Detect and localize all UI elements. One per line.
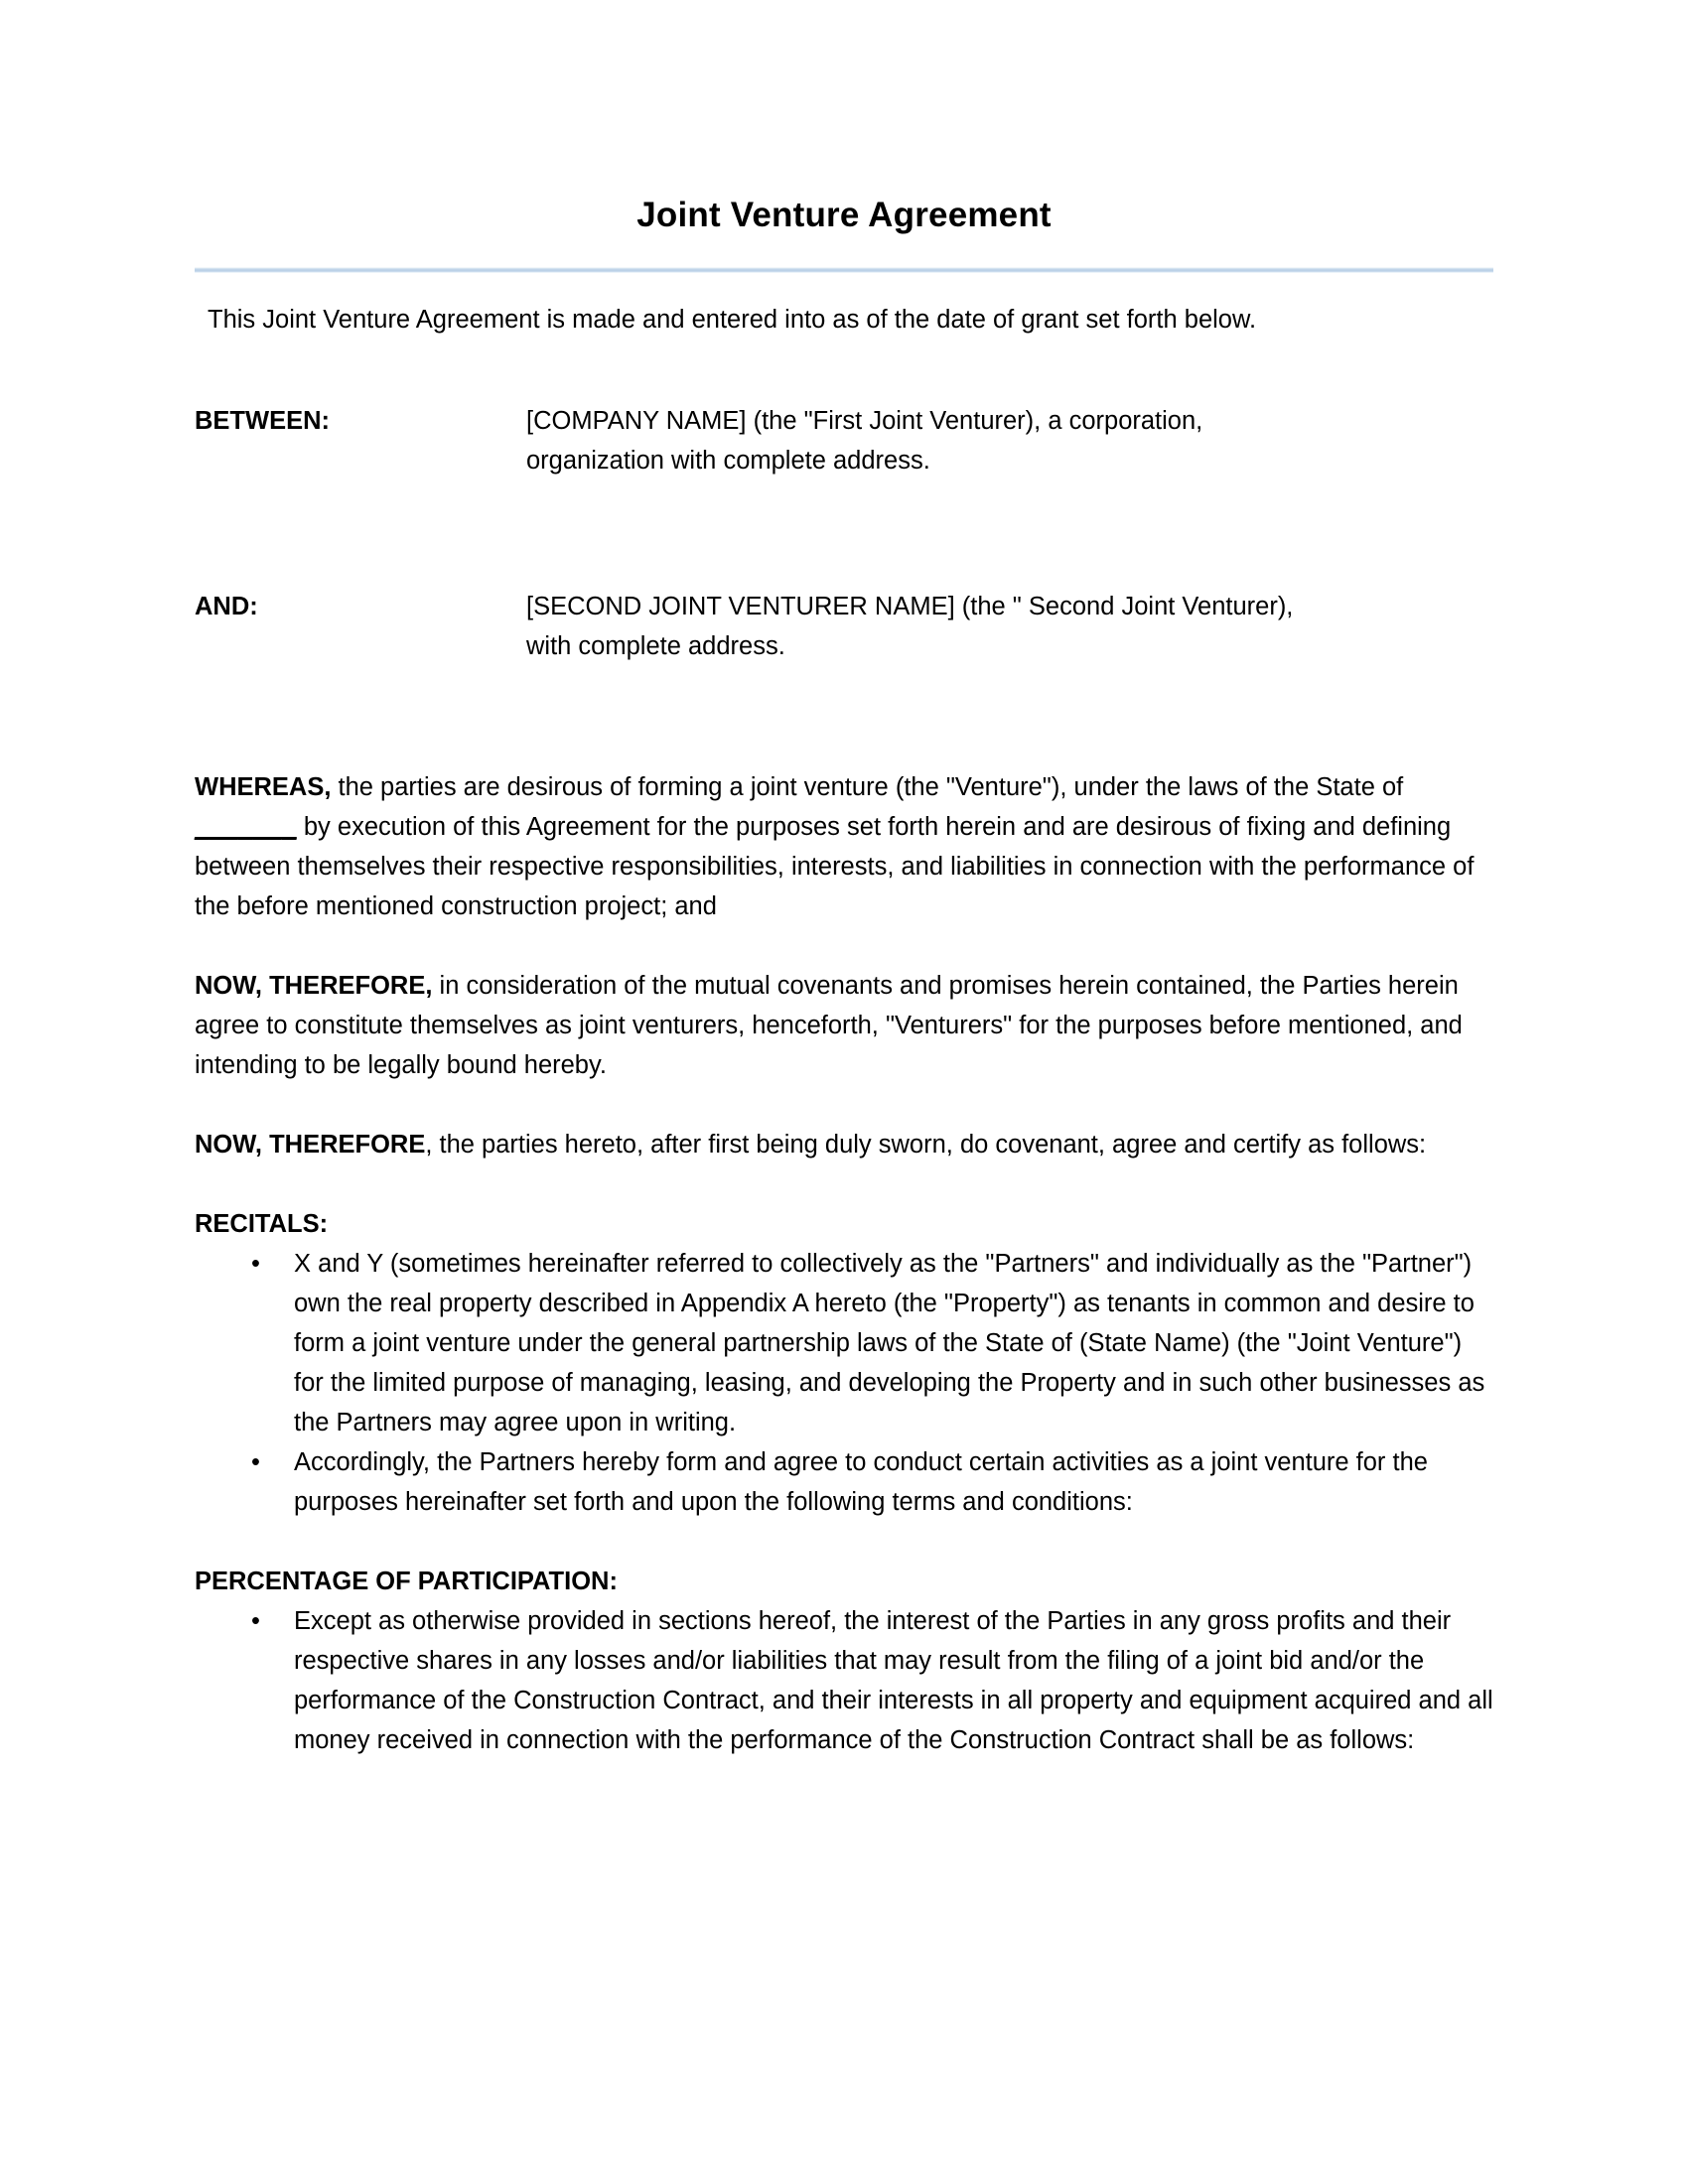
recitals-bullet-list	[195, 1244, 1493, 1522]
list-item	[195, 1601, 1493, 1760]
spacer	[195, 728, 1493, 767]
bullet-icon: •	[251, 1606, 260, 1635]
now-therefore-body-1: in consideration of the mutual covenants and promises herein contained, the Parties herein agree to constitute themselves as joint venturers, henceforth, "Venturers" for the purposes before mentioned, and intending to be legally bound hereby.	[195, 971, 1463, 1079]
title-divider	[195, 267, 1493, 273]
list-item-text: Accordingly, the Partners hereby form and agree to conduct certain activities as a joint venture for the purposes hereinafter set forth and upon the following terms and conditions:	[294, 1447, 1428, 1516]
bullet-icon: •	[251, 1249, 260, 1278]
now-therefore-lead-2: NOW, THEREFORE	[195, 1130, 426, 1159]
spacer	[195, 1164, 1493, 1204]
party-label-and: AND:	[195, 592, 258, 620]
now-therefore-body-2: , the parties hereto, after first being duly sworn, do covenant, agree and certify as follows:	[425, 1130, 1427, 1159]
document-content	[195, 0, 1493, 1760]
bullet-icon: •	[251, 1447, 260, 1476]
now-therefore-paragraph-2	[195, 1125, 1493, 1164]
section-heading-percentage-of-participation: PERCENTAGE OF PARTICIPATION:	[195, 1567, 618, 1595]
percentage-bullet-list	[195, 1601, 1493, 1760]
party-row-and	[195, 587, 1493, 666]
party-row-between	[195, 401, 1493, 480]
list-item-text: X and Y (sometimes hereinafter referred to collectively as the "Partners" and individually as the "Partner") own the real property described in Appendix A hereto (the "Property") as tenants in common and desire to form a joint venture under the general partnership laws of the State of (State Name) (the "Joint Venture") for the limited purpose of managing, leasing, and developing the Property and in such other businesses as the Partners may agree upon in writing.	[294, 1249, 1485, 1436]
spacer	[195, 1085, 1493, 1125]
spacer	[195, 542, 1493, 587]
now-therefore-paragraph-1	[195, 966, 1493, 1085]
page-title: Joint Venture Agreement	[636, 196, 1052, 234]
section-heading-recitals: RECITALS:	[195, 1209, 329, 1238]
list-item	[195, 1244, 1493, 1442]
whereas-part-2: by execution of this Agreement for the purposes set forth herein and are desirous of fixing and defining between themselves their respective responsibilities, interests, and liabilities in connection with the performance of the before mentioned construction project; and	[195, 812, 1475, 920]
spacer	[195, 926, 1493, 966]
party-value-between: [COMPANY NAME] (the "First Joint Venturer), a corporation, organization with complete address.	[526, 406, 1203, 475]
spacer	[195, 1522, 1493, 1562]
state-blank-field: _______	[195, 812, 297, 841]
spacer	[195, 340, 1493, 401]
whereas-part-1: the parties are desirous of forming a joint venture (the "Venture"), under the laws of the State of	[331, 772, 1404, 801]
whereas-lead: WHEREAS,	[195, 772, 332, 801]
party-label-between: BETWEEN:	[195, 406, 330, 435]
list-item	[195, 1442, 1493, 1522]
spacer	[195, 666, 1493, 728]
whereas-paragraph	[195, 767, 1493, 926]
now-therefore-lead-1: NOW, THEREFORE,	[195, 971, 433, 1000]
spacer	[195, 480, 1493, 542]
intro-paragraph: This Joint Venture Agreement is made and entered into as of the date of grant set forth below.	[208, 305, 1257, 334]
party-value-and: [SECOND JOINT VENTURER NAME] (the " Second Joint Venturer), with complete address.	[526, 592, 1294, 660]
list-item-text: Except as otherwise provided in sections hereof, the interest of the Parties in any gross profits and their respective shares in any losses and/or liabilities that may result from the filing of a joint bid and/or the performance of the Construction Contract, and their interests in all property and equipment acquired and all money received in connection with the performance of the Construction Contract shall be as follows:	[294, 1606, 1493, 1754]
